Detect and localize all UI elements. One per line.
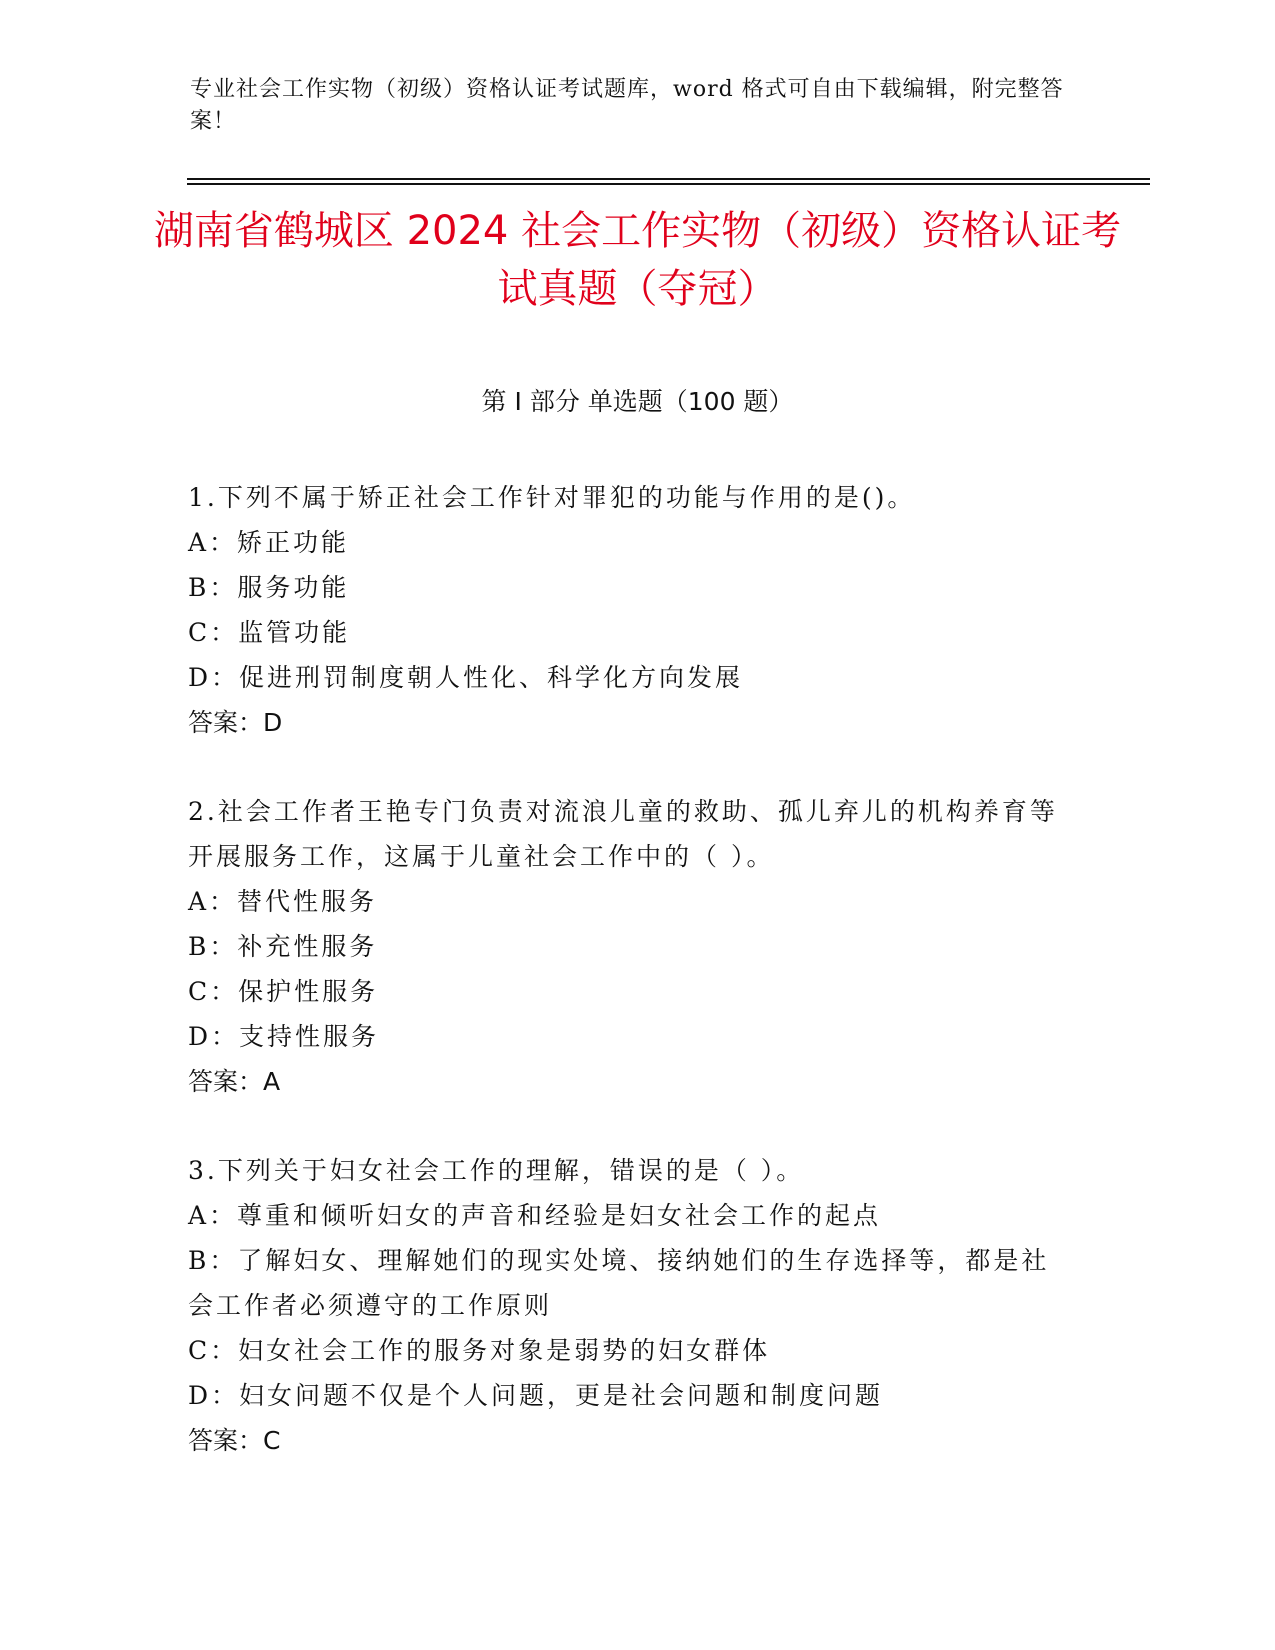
header-note: 专业社会工作实物（初级）资格认证考试题库，word 格式可自由下载编辑，附完整答案！ [190,77,1064,134]
option-c: C：监管功能 [188,618,351,647]
question-stem: 2.社会工作者王艳专门负责对流浪儿童的救助、孤儿弃儿的机构养育等开展服务工作，这属于儿童社会工作中的（ ）。 [188,797,1058,871]
header-divider-top [187,178,1150,180]
option-a: A：尊重和倾听妇女的声音和经验是妇女社会工作的起点 [188,1201,882,1230]
question-3 [188,1148,1088,1463]
answer: 答案：C [188,1426,281,1455]
option-a: A：矫正功能 [188,528,350,557]
document-title: 湖南省鹤城区 2024 社会工作实物（初级）资格认证考试真题（夺冠） [153,208,1122,312]
option-d: D：促进刑罚制度朝人性化、科学化方向发展 [188,663,744,692]
question-stem: 1.下列不属于矫正社会工作针对罪犯的功能与作用的是()。 [188,483,916,512]
question-stem: 3.下列关于妇女社会工作的理解，错误的是（ ）。 [188,1156,805,1185]
option-b: B：服务功能 [188,573,350,602]
option-c: C：保护性服务 [188,977,379,1006]
question-list [188,475,1088,1507]
option-d: D：妇女问题不仅是个人问题，更是社会问题和制度问题 [188,1381,884,1410]
section-title: 第 I 部分 单选题（100 题） [481,387,794,416]
question-2 [188,789,1088,1104]
answer: 答案：D [188,708,283,737]
option-d: D：支持性服务 [188,1022,380,1051]
option-b: B：了解妇女、理解她们的现实处境、接纳她们的生存选择等，都是社会工作者必须遵守的工作原则 [188,1246,1050,1320]
option-a: A：替代性服务 [188,887,378,916]
header-divider-bottom [187,183,1150,185]
option-b: B：补充性服务 [188,932,378,961]
question-1 [188,475,1088,745]
option-c: C：妇女社会工作的服务对象是弱势的妇女群体 [188,1336,771,1365]
answer: 答案：A [188,1067,281,1096]
